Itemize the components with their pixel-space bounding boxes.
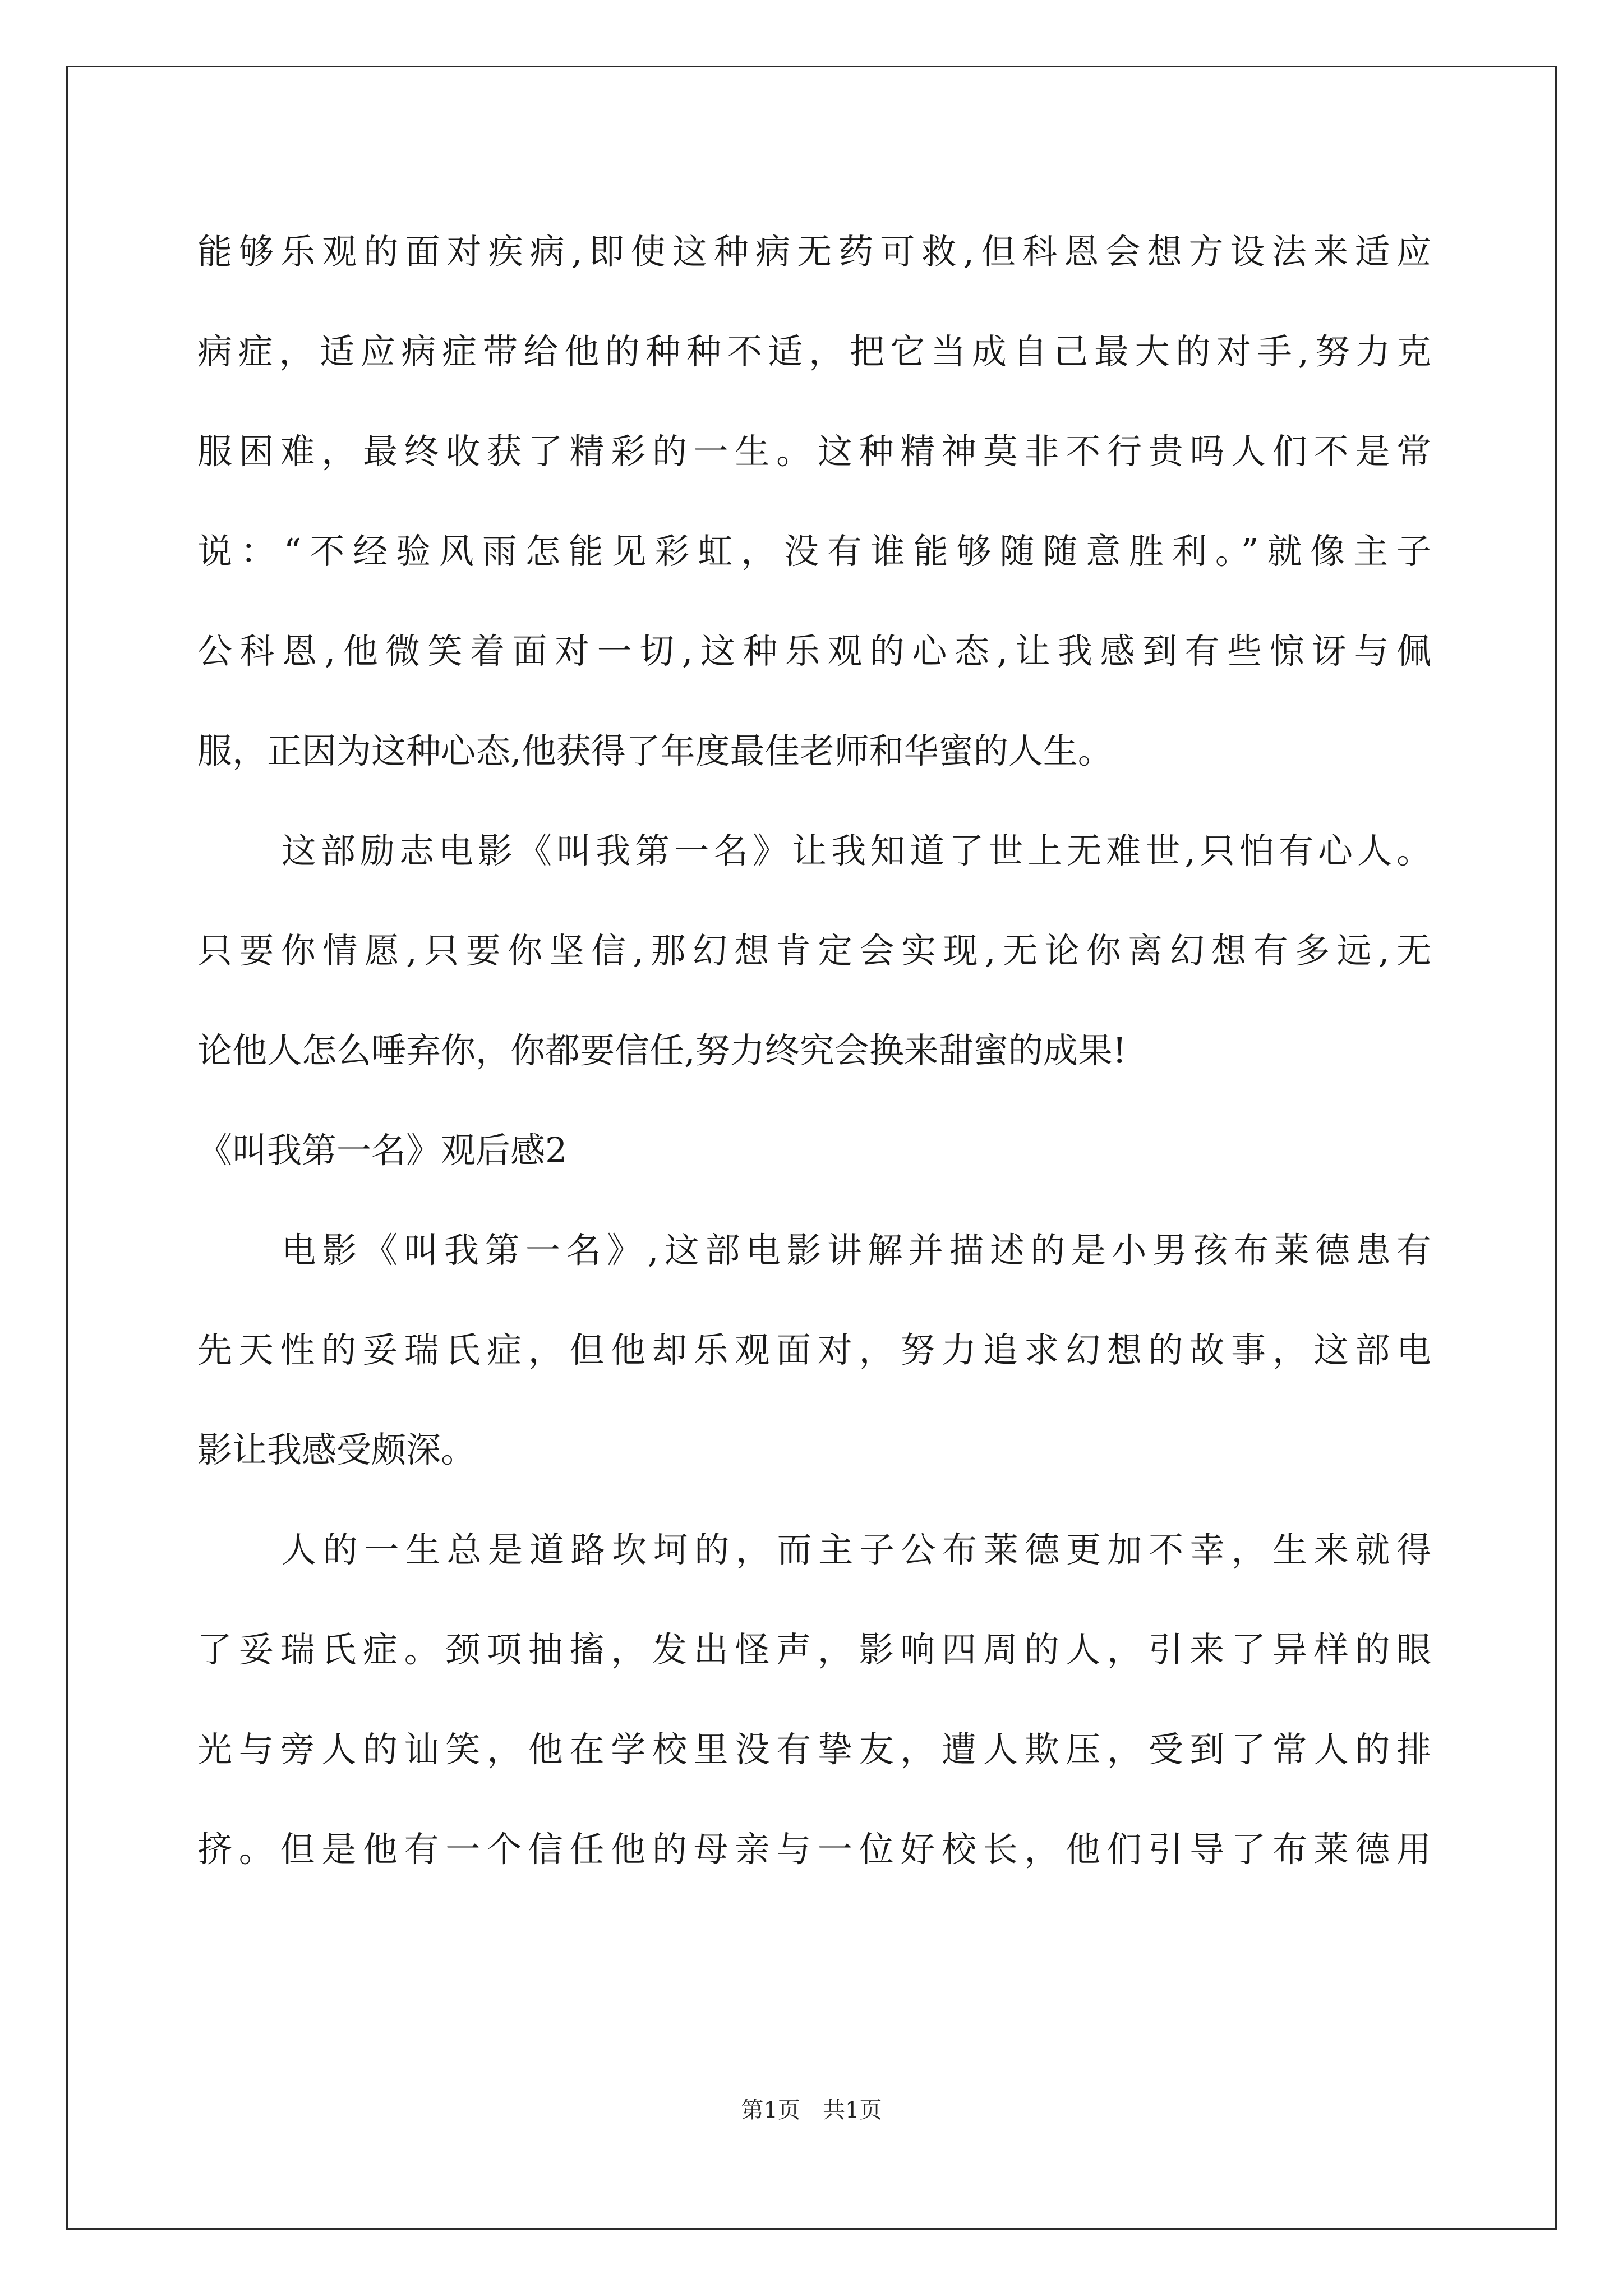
text-line: 论他人怎么唾弃你，你都要信任,努力终究会换来甜蜜的成果!: [197, 1030, 1127, 1071]
text-line: 这部励志电影《叫我第一名》让我知道了世上无难世,只怕有心人。: [282, 830, 1431, 871]
text-line: 公科恩,他微笑着面对一切,这种乐观的心态,让我感到有些惊讶与佩: [197, 631, 1431, 671]
text-line: 只要你情愿,只要你坚信,那幻想肯定会实现,无论你离幻想有多远,无: [197, 930, 1431, 971]
text-line: 光与旁人的讪笑，他在学校里没有挚友，遭人欺压，受到了常人的排: [197, 1729, 1431, 1770]
text-line: 挤。但是他有一个信任他的母亲与一位好校长，他们引导了布莱德用: [197, 1829, 1431, 1870]
text-line: 先天性的妥瑞氏症，但他却乐观面对，努力追求幻想的故事，这部电: [197, 1329, 1431, 1370]
page-footer: [0, 2092, 1623, 2124]
text-line: 服，正因为这种心态,他获得了年度最佳老师和华蜜的人生。: [197, 730, 1113, 771]
text-line: 服困难，最终收获了精彩的一生。这种精神莫非不行贵吗人们不是常: [197, 431, 1431, 472]
text-line: 病症，适应病症带给他的种种不适，把它当成自己最大的对手,努力克: [197, 331, 1431, 372]
text-line: 了妥瑞氏症。颈项抽搐，发出怪声，影响四周的人，引来了异样的眼: [197, 1629, 1431, 1670]
page-total: 共1页: [823, 2097, 882, 2123]
document-body: [197, 202, 1431, 1899]
text-line: 说：“不经验风雨怎能见彩虹，没有谁能够随随意胜利。”就像主子: [197, 531, 1431, 572]
text-line: 影让我感受颇深。: [197, 1429, 476, 1470]
section-heading: 《叫我第一名》观后感2: [197, 1130, 568, 1171]
text-line: 人的一生总是道路坎坷的，而主子公布莱德更加不幸，生来就得: [282, 1529, 1431, 1570]
text-line: 电影《叫我第一名》,这部电影讲解并描述的是小男孩布莱德患有: [282, 1230, 1431, 1271]
page-number: 第1页: [741, 2097, 800, 2123]
text-line: 能够乐观的面对疾病,即使这种病无药可救,但科恩会想方设法来适应: [197, 231, 1431, 272]
